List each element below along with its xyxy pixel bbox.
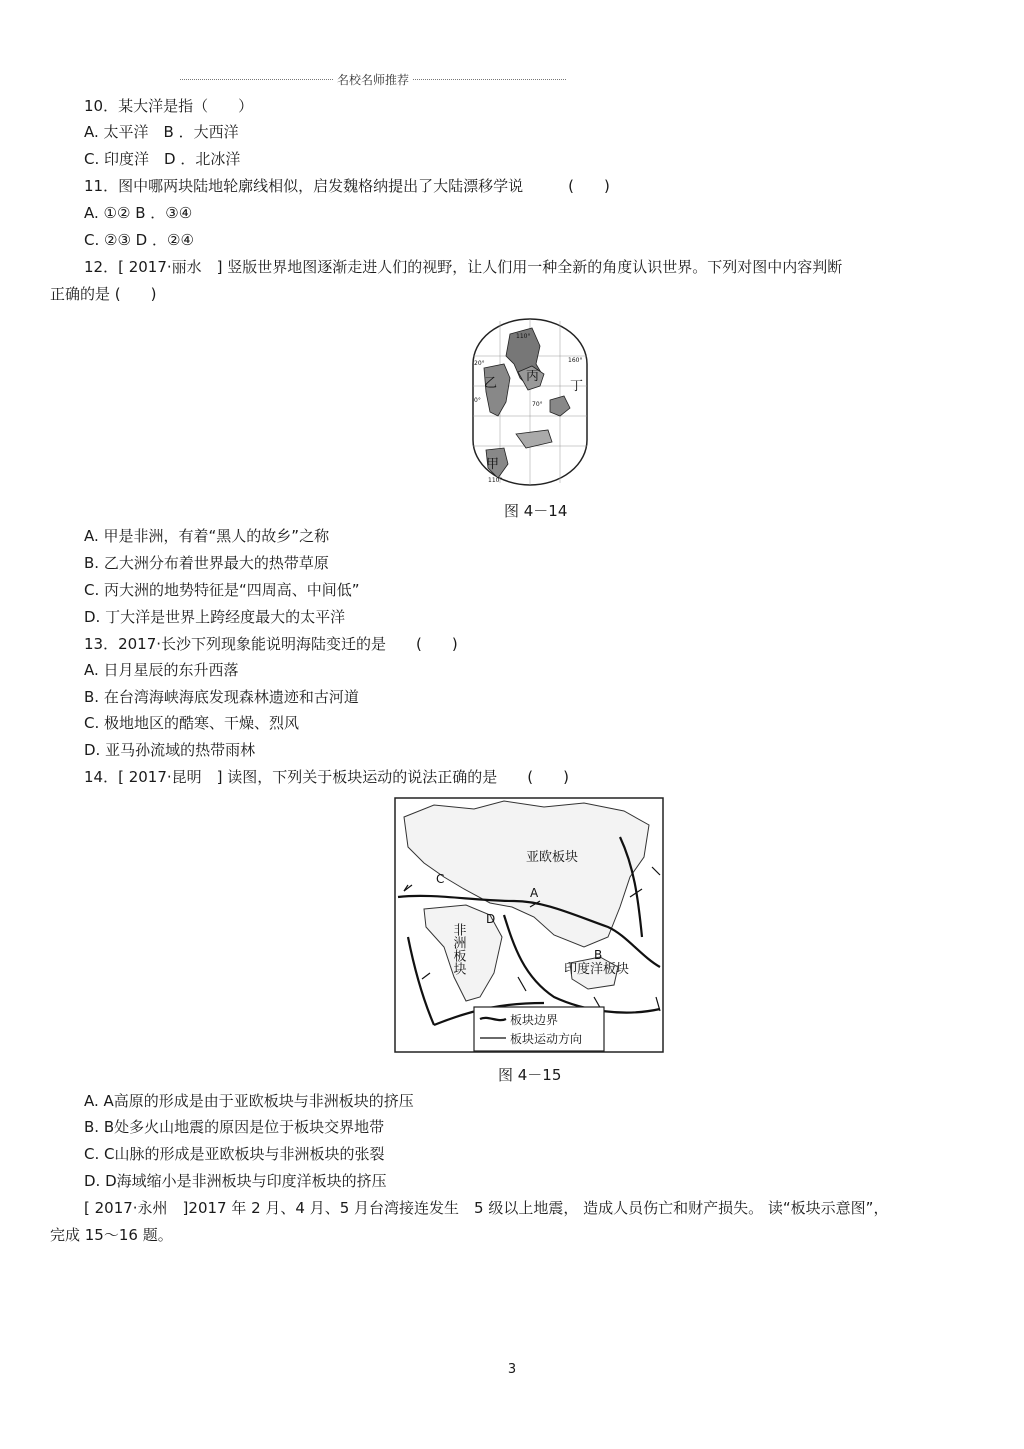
figure-4-14-caption: 图 4－14 xyxy=(504,502,568,520)
q12-option-a: A. 甲是非洲，有着“黑人的故乡”之称 xyxy=(84,527,330,545)
map-degree-70: 70° xyxy=(532,401,543,408)
plate-label-indian-ocean: 印度洋板块 xyxy=(564,962,630,977)
point-label-b: B xyxy=(594,948,603,962)
plate-label-african: 非洲板块 xyxy=(450,923,466,975)
map-degree-110-top: 110° xyxy=(516,333,531,340)
map-degree-0: 0° xyxy=(474,397,481,404)
q11-option-ab: A. ①② B ．③④ xyxy=(84,204,193,222)
vertical-world-map xyxy=(470,316,590,488)
map-degree-110-bottom: 110° xyxy=(488,477,503,484)
page-header xyxy=(180,71,566,88)
point-label-c: C xyxy=(436,872,445,886)
q14-stem: 14．[ 2017·昆明 ] 读图，下列关于板块运动的说法正确的是 ( ) xyxy=(84,768,569,786)
q12-option-d: D. 丁大洋是世界上跨经度最大的太平洋 xyxy=(84,608,346,626)
q13-stem: 13．2017·长沙下列现象能说明海陆变迁的是 ( ) xyxy=(84,635,458,653)
q14-option-d: D. D海域缩小是非洲板块与印度洋板块的挤压 xyxy=(84,1172,387,1190)
q11-option-cd: C. ②③ D ．②④ xyxy=(84,231,194,249)
q14-option-b: B. B处多火山地震的原因是位于板块交界地带 xyxy=(84,1118,385,1136)
map-degree-20: 20° xyxy=(474,360,485,367)
map-degree-160: 160° xyxy=(568,357,583,364)
q13-option-d: D. 亚马孙流域的热带雨林 xyxy=(84,741,256,759)
q13-option-b: B. 在台湾海峡海底发现森林遗迹和古河道 xyxy=(84,688,359,706)
q10-option-ab: A. 太平洋 B ．大西洋 xyxy=(84,123,239,141)
point-label-d: D xyxy=(486,912,496,926)
q11-stem: 11．图中哪两块陆地轮廓线相似，启发魏格纳提出了大陆漂移学说 ( ) xyxy=(84,177,610,195)
q13-option-a: A. 日月星辰的东升西落 xyxy=(84,661,239,679)
legend-plate-motion: 板块运动方向 xyxy=(510,1032,583,1046)
point-label-a: A xyxy=(530,886,539,900)
q12-stem-line1: 12．[ 2017·丽水 ] 竖版世界地图逐渐走进人们的视野，让人们用一种全新的角度认识世界。下列对图中内容判断 xyxy=(84,258,843,276)
map-label-bing: 丙 xyxy=(526,369,540,384)
header-rule-right xyxy=(413,79,566,80)
q10-option-cd: C. 印度洋 D ．北冰洋 xyxy=(84,150,241,168)
legend-plate-boundary: 板块边界 xyxy=(510,1013,559,1027)
q12-option-c: C. 丙大洲的地势特征是“四周高、中间低” xyxy=(84,581,360,599)
q14-option-a: A. A高原的形成是由于亚欧板块与非洲板块的挤压 xyxy=(84,1092,414,1110)
figure-4-15-caption: 图 4－15 xyxy=(498,1066,562,1084)
q14-option-c: C. C山脉的形成是亚欧板块与非洲板块的张裂 xyxy=(84,1145,385,1163)
plate-map-graphic xyxy=(394,797,664,1053)
plate-label-eurasian: 亚欧板块 xyxy=(526,850,579,865)
header-title: 名校名师推荐 xyxy=(337,73,410,87)
intro-line2: 完成 15～16 题。 xyxy=(50,1226,173,1244)
map-label-ding: 丁 xyxy=(570,379,584,394)
map-label-jia: 甲 xyxy=(486,457,500,472)
world-map-graphic xyxy=(470,316,590,488)
q13-option-c: C. 极地地区的酷寒、干燥、烈风 xyxy=(84,714,300,732)
map-label-yi: 乙 xyxy=(484,376,498,391)
page-number: 3 xyxy=(507,1362,517,1377)
q12-stem-line2: 正确的是 ( ) xyxy=(50,285,157,303)
q10-stem: 10．某大洋是指（ ） xyxy=(84,97,254,115)
header-rule-left xyxy=(180,79,333,80)
intro-line1: [ 2017·永州 ]2017 年 2 月、4 月、5 月台湾接连发生 5 级以上地震， 造成人员伤亡和财产损失。 读“板块示意图”， xyxy=(84,1199,889,1217)
q12-option-b: B. 乙大洲分布着世界最大的热带草原 xyxy=(84,554,329,572)
plate-tectonics-map xyxy=(394,797,664,1053)
